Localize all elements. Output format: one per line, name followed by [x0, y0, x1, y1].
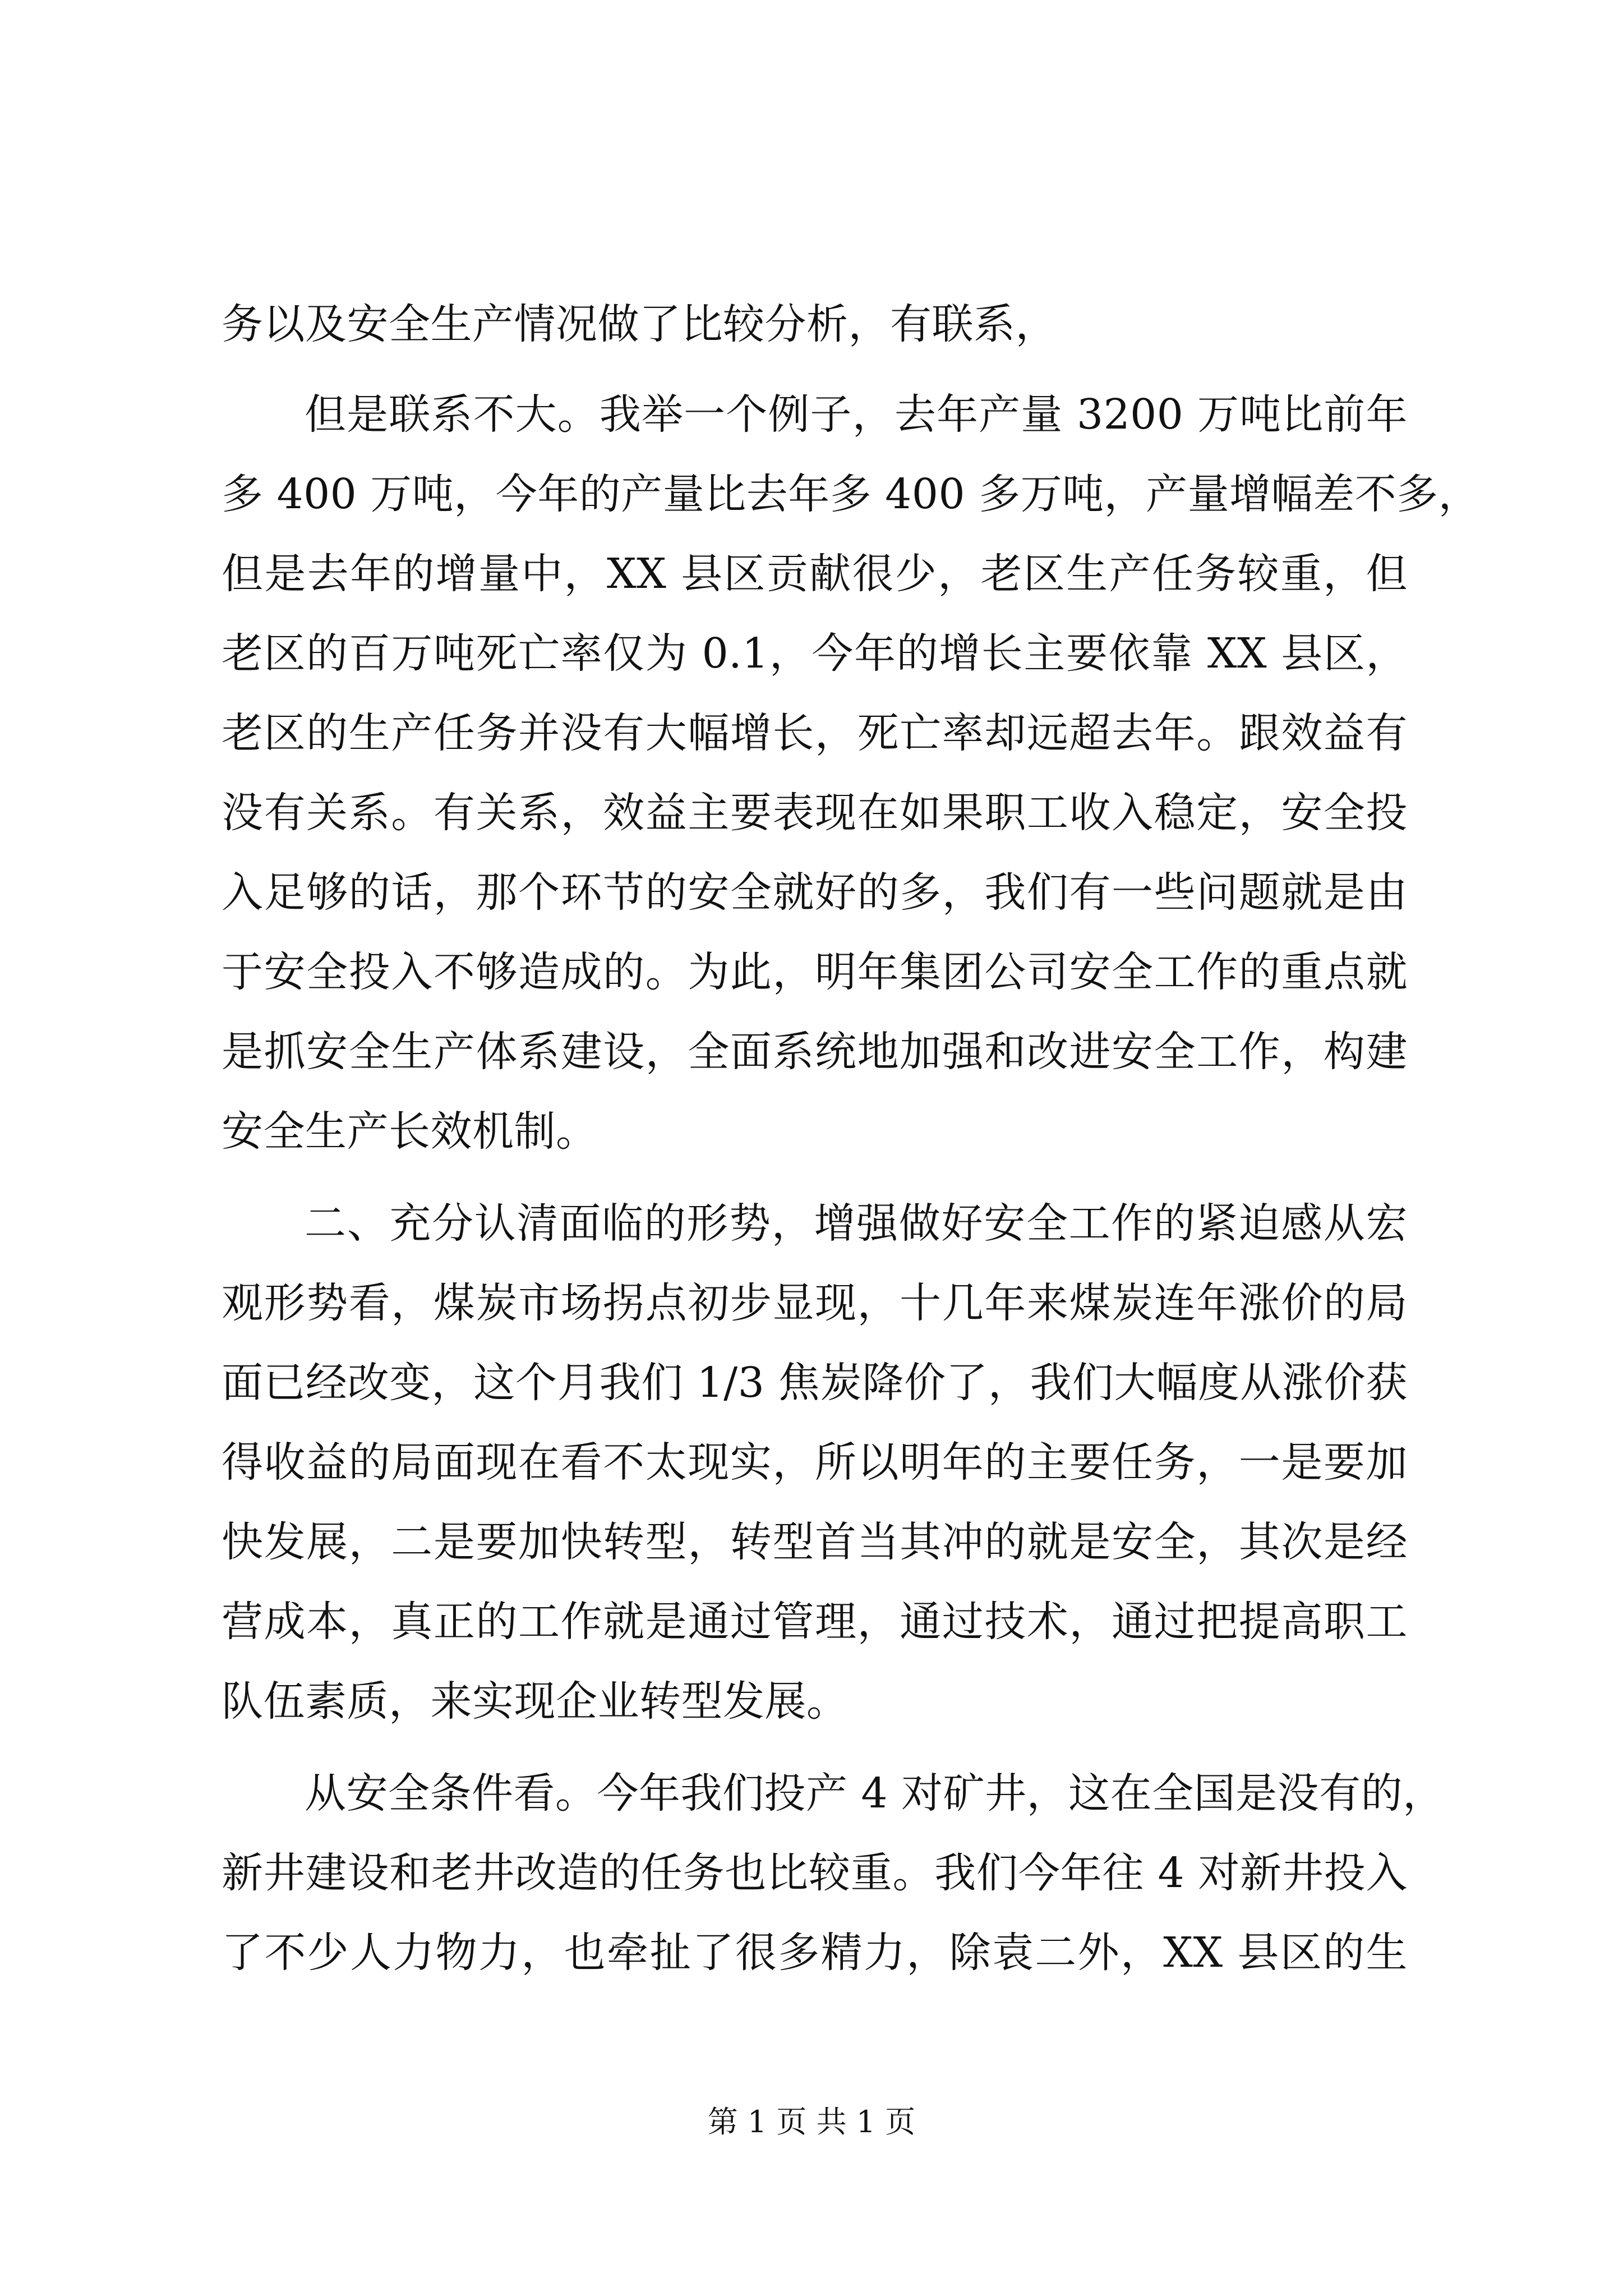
text-line: 队伍素质，来实现企业转型发展。 [222, 1677, 849, 1726]
text-line: 二、充分认清面临的形势，增强做好安全工作的紧迫感从宏 [305, 1199, 1408, 1248]
text-line: 营成本，真正的工作就是通过管理，通过技术，通过把提高职工 [222, 1598, 1408, 1646]
text-line: 面已经改变，这个月我们 1/3 焦炭降价了，我们大幅度从涨价获 [222, 1359, 1408, 1407]
text-line: 多 400 万吨，今年的产量比去年多 400 多万吨，产量增幅差不多， [222, 470, 1481, 518]
text-line: 于安全投入不够造成的。为此，明年集团公司安全工作的重点就 [222, 948, 1408, 996]
text-line: 快发展，二是要加快转型，转型首当其冲的就是安全，其次是经 [222, 1518, 1408, 1566]
text-line: 是抓安全生产体系建设，全面系统地加强和改进安全工作，构建 [222, 1028, 1408, 1076]
text-line: 新井建设和老井改造的任务也比较重。我们今年往 4 对新井投入 [222, 1849, 1408, 1897]
text-line: 了不少人力物力，也牵扯了很多精力，除袁二外，XX 县区的生 [222, 1929, 1408, 1977]
text-line: 老区的百万吨死亡率仅为 0.1，今年的增长主要依靠 XX 县区， [222, 629, 1408, 678]
text-line: 得收益的局面现在看不太现实，所以明年的主要任务，一是要加 [222, 1438, 1408, 1487]
text-line: 从安全条件看。今年我们投产 4 对矿井，这在全国是没有的， [305, 1769, 1445, 1818]
text-line: 没有关系。有关系，效益主要表现在如果职工收入稳定，安全投 [222, 789, 1408, 837]
text-line: 但是去年的增量中，XX 县区贡献很少，老区生产任务较重，但 [222, 550, 1408, 598]
text-line: 入足够的话，那个环节的安全就好的多，我们有一些问题就是由 [222, 868, 1408, 917]
text-line: 观形势看，煤炭市场拐点初步显现，十几年来煤炭连年涨价的局 [222, 1279, 1408, 1327]
text-line: 老区的生产任务并没有大幅增长，死亡率却远超去年。跟效益有 [222, 709, 1408, 757]
text-line: 务以及安全生产情况做了比较分析，有联系， [222, 300, 1057, 348]
text-line: 安全生产长效机制。 [222, 1107, 598, 1156]
page-footer: 第 1 页 共 1 页 [707, 2104, 916, 2139]
text-line: 但是联系不大。我举一个例子，去年产量 3200 万吨比前年 [305, 390, 1408, 439]
